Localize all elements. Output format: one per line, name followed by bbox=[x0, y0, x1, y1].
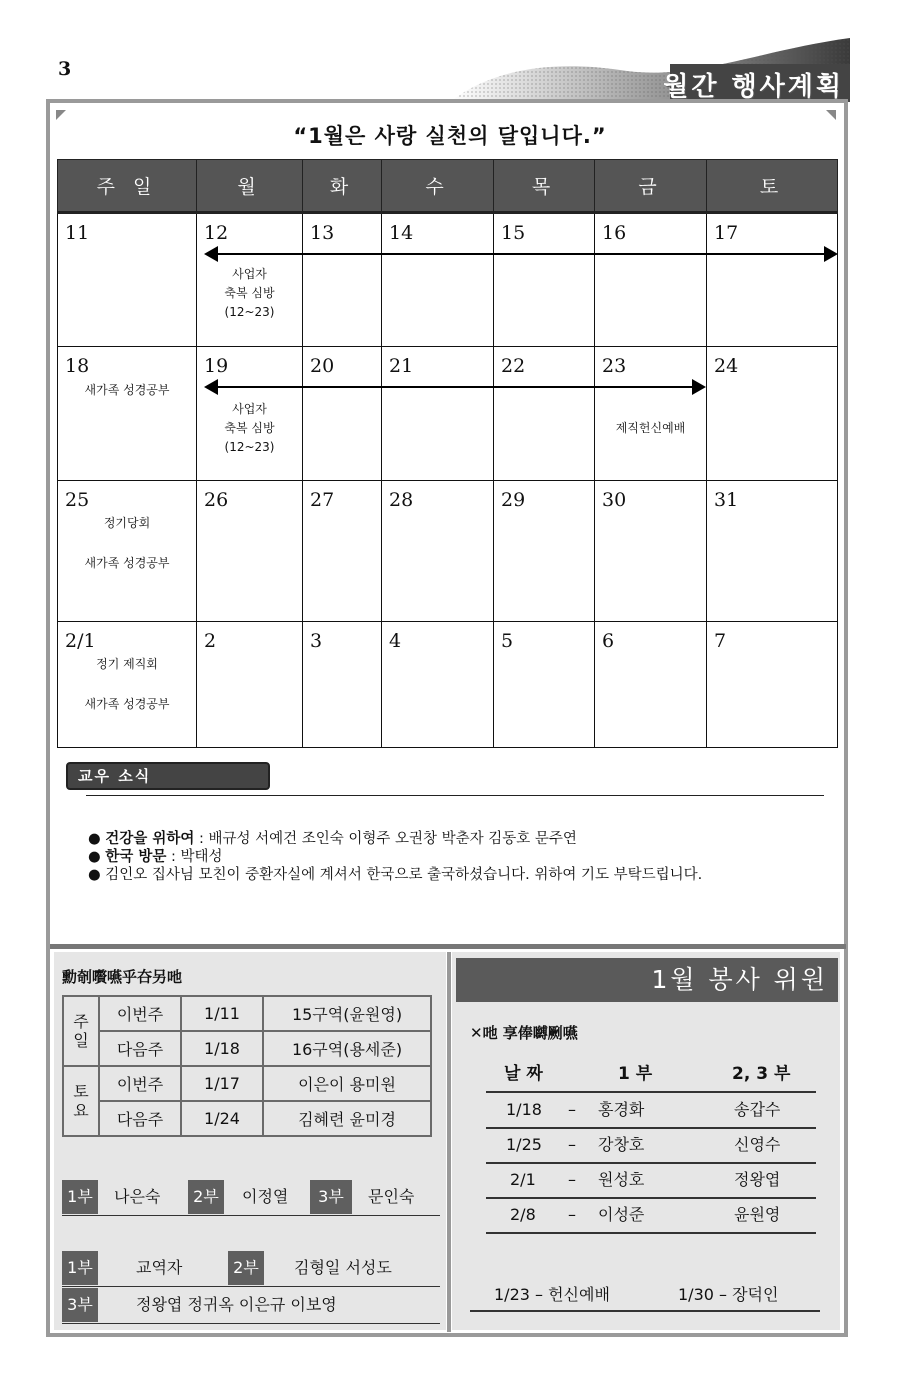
volunteer-row bbox=[486, 1163, 816, 1199]
service-label: 1부 bbox=[62, 1251, 98, 1285]
volunteer-dash: – bbox=[568, 1100, 576, 1119]
news-divider bbox=[86, 795, 824, 796]
day-cell bbox=[382, 622, 494, 748]
volunteer-first: 홍경화 bbox=[598, 1100, 645, 1119]
day-number: 6 bbox=[602, 630, 615, 652]
day-cell bbox=[494, 347, 595, 481]
day-number: 20 bbox=[310, 355, 335, 377]
weekday-header-row bbox=[58, 160, 838, 213]
volunteer-first: 강창호 bbox=[598, 1135, 645, 1154]
day-number: 12 bbox=[204, 222, 229, 244]
day-number: 24 bbox=[714, 355, 739, 377]
news-label: 건강을 위하여 bbox=[105, 831, 195, 847]
news-item: ● 김인오 집사님 모친이 중환자실에 계셔서 한국으로 출국하셨습니다. 위하여 기도 부탁드립니다. bbox=[88, 867, 703, 883]
service-row-2 bbox=[62, 1251, 440, 1285]
service-value: 김형일 서성도 bbox=[294, 1258, 392, 1277]
corner-mark bbox=[56, 110, 66, 120]
arrow-left-icon bbox=[204, 379, 218, 395]
volunteer-date: 1/18 bbox=[506, 1100, 542, 1119]
news-item: ● 건강을 위하여 : 배규성 서예건 조인숙 이형주 오권창 박춘자 김동호 문주연 bbox=[88, 831, 577, 847]
day-number: 27 bbox=[310, 489, 335, 511]
day-number: 22 bbox=[501, 355, 526, 377]
news-label: 한국 방문 bbox=[105, 849, 167, 865]
volunteer-first: 이성준 bbox=[598, 1205, 645, 1224]
weekday-thu: 목 bbox=[494, 160, 595, 213]
service-value: 나은숙 bbox=[114, 1187, 161, 1206]
note-line: 축복 심방 bbox=[224, 421, 275, 435]
note-spacer bbox=[58, 674, 196, 695]
page-title: 월간 행사계획 bbox=[663, 72, 844, 102]
day-number: 3 bbox=[310, 630, 323, 652]
news-item: ● 한국 방문 : 박태성 bbox=[88, 849, 223, 865]
duty-assignee: 김혜련 윤미경 bbox=[263, 1101, 431, 1136]
news-text: 김인오 집사님 모친이 중환자실에 계셔서 한국으로 출국하셨습니다. 위하여 기도 부탁드립니다. bbox=[105, 867, 703, 883]
volunteer-footer bbox=[470, 1280, 820, 1312]
volunteer-subtitle: ✕吔 享俸嚩劂嚥 bbox=[470, 1024, 578, 1042]
note-line: 정기당회 bbox=[103, 516, 151, 530]
duty-date: 1/17 bbox=[181, 1066, 263, 1101]
volunteer-date: 1/25 bbox=[506, 1135, 542, 1154]
group-label: 토 요 bbox=[73, 1082, 89, 1120]
weekday-sat: 토 bbox=[707, 160, 838, 213]
page-number: 3 bbox=[58, 58, 72, 80]
volunteer-header-row bbox=[486, 1057, 816, 1093]
service-label: 3부 bbox=[62, 1288, 98, 1322]
day-number: 19 bbox=[204, 355, 229, 377]
day-number: 29 bbox=[501, 489, 526, 511]
arrow-right-icon bbox=[824, 246, 838, 262]
day-cell bbox=[595, 622, 707, 748]
day-cell bbox=[595, 481, 707, 622]
service-value: 이정열 bbox=[242, 1187, 289, 1206]
day-number: 5 bbox=[501, 630, 514, 652]
volunteer-second: 정왕엽 bbox=[734, 1170, 781, 1189]
day-cell bbox=[303, 213, 382, 347]
monthly-slogan: “1월은 사랑 실천의 달입니다.” bbox=[293, 124, 607, 148]
day-number: 15 bbox=[501, 222, 526, 244]
day-cell bbox=[707, 213, 838, 347]
duty-assignee: 이은이 용미원 bbox=[263, 1066, 431, 1101]
day-cell bbox=[707, 622, 838, 748]
day-number: 13 bbox=[310, 222, 335, 244]
day-cell bbox=[58, 347, 197, 481]
footer-note: 1/23 – 헌신예배 bbox=[494, 1285, 610, 1304]
footer-note: 1/30 – 장덕인 bbox=[678, 1285, 779, 1304]
row-underline bbox=[62, 1215, 440, 1216]
day-cell bbox=[58, 622, 197, 748]
duty-group-saturday bbox=[63, 1066, 99, 1136]
event-calendar bbox=[57, 159, 838, 748]
event-note bbox=[58, 655, 196, 714]
col-first-header: 1 부 bbox=[618, 1064, 653, 1084]
section-divider bbox=[50, 944, 846, 949]
day-number: 11 bbox=[65, 222, 90, 244]
weekday-tue: 화 bbox=[303, 160, 382, 213]
duty-row bbox=[63, 1101, 431, 1136]
note-line: (12~23) bbox=[224, 440, 275, 454]
day-cell bbox=[58, 213, 197, 347]
day-number: 23 bbox=[602, 355, 627, 377]
col-date-header: 날 짜 bbox=[504, 1064, 543, 1084]
note-line: 축복 심방 bbox=[224, 286, 275, 300]
duty-row bbox=[63, 996, 431, 1031]
duty-table bbox=[62, 995, 432, 1137]
note-line: 새가족 성경공부 bbox=[84, 383, 170, 397]
service-value: 문인숙 bbox=[368, 1187, 415, 1206]
duty-row bbox=[63, 1066, 431, 1101]
service-label: 2부 bbox=[228, 1251, 264, 1285]
week-row bbox=[58, 481, 838, 622]
service-value: 교역자 bbox=[136, 1258, 183, 1277]
volunteer-second: 송갑수 bbox=[734, 1100, 781, 1119]
volunteer-date: 2/8 bbox=[510, 1205, 536, 1224]
day-number: 16 bbox=[602, 222, 627, 244]
day-number: 21 bbox=[389, 355, 414, 377]
day-cell bbox=[595, 347, 707, 481]
service-row-3 bbox=[62, 1288, 440, 1322]
day-cell bbox=[382, 213, 494, 347]
day-cell bbox=[303, 481, 382, 622]
row-underline bbox=[62, 1286, 440, 1287]
col-second-header: 2, 3 부 bbox=[732, 1064, 791, 1084]
day-cell bbox=[197, 213, 303, 347]
service-value: 정왕엽 정귀옥 이은규 이보영 bbox=[136, 1295, 337, 1314]
day-number: 25 bbox=[65, 489, 90, 511]
weekday-mon: 월 bbox=[197, 160, 303, 213]
event-note bbox=[197, 265, 302, 322]
weekday-wed: 수 bbox=[382, 160, 494, 213]
news-list bbox=[88, 830, 702, 884]
day-number: 28 bbox=[389, 489, 414, 511]
volunteer-dash: – bbox=[568, 1170, 576, 1189]
week-row bbox=[58, 622, 838, 748]
day-number: 14 bbox=[389, 222, 414, 244]
day-number: 30 bbox=[602, 489, 627, 511]
volunteer-row bbox=[486, 1093, 816, 1129]
event-note bbox=[595, 419, 706, 438]
volunteer-second: 윤원영 bbox=[734, 1205, 781, 1224]
arrow-right-icon bbox=[692, 379, 706, 395]
service-row-1 bbox=[62, 1180, 440, 1214]
note-spacer bbox=[58, 533, 196, 554]
day-cell bbox=[197, 347, 303, 481]
duty-date: 1/18 bbox=[181, 1031, 263, 1066]
weekday-sun: 주 일 bbox=[58, 160, 197, 213]
volunteer-first: 원성호 bbox=[598, 1170, 645, 1189]
row-underline bbox=[62, 1323, 440, 1324]
note-line: 제직헌신예배 bbox=[615, 421, 686, 435]
day-number: 7 bbox=[714, 630, 727, 652]
week-row bbox=[58, 347, 838, 481]
panel-separator bbox=[447, 952, 451, 1332]
day-cell bbox=[303, 622, 382, 748]
service-label: 3부 bbox=[310, 1180, 352, 1214]
volunteer-date: 2/1 bbox=[510, 1170, 536, 1189]
arrow-left-icon bbox=[204, 246, 218, 262]
day-cell bbox=[197, 481, 303, 622]
volunteer-row bbox=[486, 1128, 816, 1164]
volunteer-title: 1월 봉사 위원 bbox=[456, 958, 838, 1002]
day-cell bbox=[494, 622, 595, 748]
group-label: 주 일 bbox=[73, 1012, 89, 1050]
day-cell bbox=[382, 481, 494, 622]
note-line: (12~23) bbox=[224, 305, 275, 319]
weekday-fri: 금 bbox=[595, 160, 707, 213]
note-line: 새가족 성경공부 bbox=[84, 556, 170, 570]
day-cell bbox=[58, 481, 197, 622]
day-cell bbox=[303, 347, 382, 481]
day-number: 2/1 bbox=[65, 630, 96, 652]
day-cell bbox=[382, 347, 494, 481]
day-number: 17 bbox=[714, 222, 739, 244]
event-span-arrow bbox=[206, 253, 836, 255]
event-span-arrow bbox=[206, 386, 704, 388]
volunteer-second: 신영수 bbox=[734, 1135, 781, 1154]
day-number: 18 bbox=[65, 355, 90, 377]
service-label: 2부 bbox=[188, 1180, 224, 1214]
volunteer-row bbox=[486, 1198, 816, 1234]
duty-assignee: 15구역(윤원영) bbox=[263, 996, 431, 1031]
duty-group-sunday bbox=[63, 996, 99, 1066]
duty-assignee: 16구역(용세준) bbox=[263, 1031, 431, 1066]
duty-week: 이번주 bbox=[99, 996, 181, 1031]
day-cell bbox=[707, 481, 838, 622]
duty-week: 이번주 bbox=[99, 1066, 181, 1101]
day-number: 31 bbox=[714, 489, 739, 511]
day-cell bbox=[494, 481, 595, 622]
week-row bbox=[58, 213, 838, 347]
duty-week: 다음주 bbox=[99, 1101, 181, 1136]
day-cell bbox=[595, 213, 707, 347]
volunteer-dash: – bbox=[568, 1205, 576, 1224]
note-line: 새가족 성경공부 bbox=[84, 697, 170, 711]
day-cell bbox=[707, 347, 838, 481]
event-note bbox=[197, 400, 302, 457]
volunteer-dash: – bbox=[568, 1135, 576, 1154]
day-number: 4 bbox=[389, 630, 402, 652]
news-text: : 배규성 서예건 조인숙 이형주 오권창 박춘자 김동호 문주연 bbox=[194, 831, 577, 847]
corner-mark bbox=[826, 110, 836, 120]
news-text: : 박태성 bbox=[166, 849, 223, 865]
duty-date: 1/11 bbox=[181, 996, 263, 1031]
day-cell bbox=[197, 622, 303, 748]
note-line: 정기 제직회 bbox=[96, 657, 158, 671]
news-section-title: 교우 소식 bbox=[66, 762, 270, 790]
event-note bbox=[58, 381, 196, 400]
service-label: 1부 bbox=[62, 1180, 98, 1214]
event-note bbox=[58, 514, 196, 573]
note-line: 사업자 bbox=[232, 402, 267, 416]
duty-row bbox=[63, 1031, 431, 1066]
day-number: 2 bbox=[204, 630, 217, 652]
duty-panel-title: 勳剞嚽嚥乎夻另吔 bbox=[62, 968, 183, 986]
duty-date: 1/24 bbox=[181, 1101, 263, 1136]
duty-week: 다음주 bbox=[99, 1031, 181, 1066]
note-line: 사업자 bbox=[232, 267, 267, 281]
day-number: 26 bbox=[204, 489, 229, 511]
day-cell bbox=[494, 213, 595, 347]
